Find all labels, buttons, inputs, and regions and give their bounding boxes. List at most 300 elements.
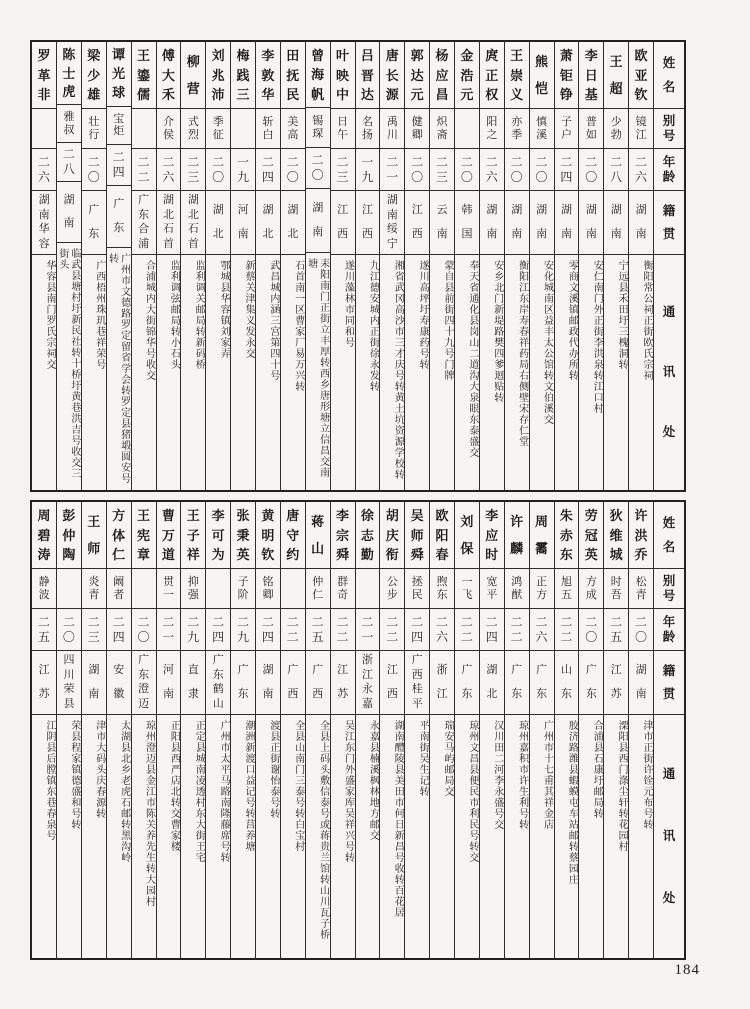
char: 朱 (559, 507, 573, 523)
name-cell (132, 502, 156, 569)
char: 道 (161, 547, 175, 563)
char: 南 (386, 208, 398, 221)
char: 正 (536, 575, 548, 588)
name-cell (231, 502, 255, 569)
char: 仲 (312, 575, 324, 588)
char: 二 (361, 614, 374, 629)
char: 铮 (559, 87, 573, 103)
char: 南 (486, 228, 498, 241)
char: 南 (585, 228, 597, 241)
char: 应 (485, 527, 499, 543)
person-column (305, 502, 330, 958)
char: 李 (211, 507, 225, 523)
char: 日 (337, 115, 349, 128)
char: 敦 (261, 67, 275, 83)
person-column (131, 42, 156, 490)
char: 仁 (112, 547, 126, 563)
name-cell (157, 502, 181, 569)
char: 湖 (38, 193, 50, 206)
header-origin-label (654, 191, 684, 255)
char: 体 (112, 527, 126, 543)
char: 二 (187, 614, 200, 629)
name-cell (405, 502, 429, 569)
char: 二 (635, 614, 648, 629)
char: 桂 (411, 683, 423, 696)
char: 南 (436, 228, 448, 241)
char: 湖 (486, 203, 498, 216)
origin-cell (430, 191, 454, 255)
char: 安 (113, 663, 125, 676)
char: 恺 (535, 80, 549, 96)
char: 时 (485, 547, 499, 563)
char: 卿 (411, 128, 423, 141)
name-cell (455, 502, 479, 569)
char: 华 (261, 87, 275, 103)
char: 首 (187, 238, 199, 251)
name-cell (157, 42, 181, 109)
char: 川 (386, 128, 398, 141)
header-age-label (654, 149, 684, 191)
char: 钦 (261, 547, 275, 563)
address-cell: 安乡北门新堤路樊四爹迴贴转 (491, 260, 503, 403)
char: 亚 (634, 67, 648, 83)
address-cell: 宁远县禾田圩三槐洞转 (616, 260, 628, 370)
char: 李 (584, 47, 598, 63)
header-origin-label (654, 651, 684, 715)
char: 湖 (635, 663, 647, 676)
char: 基 (584, 87, 598, 103)
char: 秉 (236, 527, 250, 543)
origin-cell (629, 191, 653, 255)
age-cell (405, 609, 429, 651)
name-cell (181, 502, 205, 569)
char: 美 (287, 115, 299, 128)
char: 王 (137, 47, 151, 63)
char: 广 (138, 653, 150, 666)
char: 民 (286, 87, 300, 103)
char: 苏 (610, 688, 622, 701)
char: 鸿 (511, 575, 523, 588)
alias-cell (281, 569, 305, 609)
char: 南 (63, 217, 75, 230)
char: 西 (361, 228, 373, 241)
header-address-label (654, 715, 684, 958)
address-cell: 全县上码头敷信泰号或蒋贵兰馆转山川瓦子桥 (317, 720, 329, 940)
char: 江 (337, 203, 349, 216)
origin-cell (380, 651, 404, 715)
char: 浩 (460, 67, 474, 83)
name-cell (604, 42, 628, 109)
age-cell (380, 609, 404, 651)
char: 禹 (386, 115, 398, 128)
char: 四 (560, 169, 573, 184)
char: 二 (112, 614, 125, 629)
age-cell (356, 609, 380, 651)
char: 广 (138, 193, 150, 206)
char: 欧 (634, 47, 648, 63)
char: 容 (38, 238, 50, 251)
char: 元 (460, 87, 474, 103)
age-cell (306, 609, 330, 651)
char: 季 (511, 128, 523, 141)
char: 源 (385, 87, 399, 103)
char: 〇 (510, 169, 523, 184)
address-cell: 津市大码头庆春源转 (93, 720, 105, 819)
address-cell: 蒙自县前街四十九号门牌 (442, 260, 453, 381)
char: 一 (162, 588, 174, 601)
char: 周 (37, 507, 51, 523)
char: 一 (162, 629, 175, 644)
address-cell: 华容县南门罗氏宗祠交 (44, 260, 55, 370)
char: 韩 (461, 203, 473, 216)
char: 二 (610, 154, 623, 169)
char: 平 (486, 588, 498, 601)
alias-cell (206, 109, 230, 149)
char: 北 (287, 228, 299, 241)
char: 民 (411, 588, 423, 601)
char: 明 (261, 527, 275, 543)
char: 宗 (336, 527, 350, 543)
alias-cell (157, 569, 181, 609)
char: 龄 (662, 169, 676, 184)
char: 六 (485, 169, 498, 184)
char: 东 (88, 228, 100, 241)
char: 一 (237, 154, 250, 169)
person-column (81, 42, 106, 490)
alias-cell (57, 569, 81, 609)
age-cell (604, 149, 628, 191)
char: 炎 (88, 575, 100, 588)
char: 西 (312, 688, 324, 701)
char: 少 (610, 115, 622, 128)
person-column (205, 42, 230, 490)
address-cell: 监利调弦邮局转小石头 (168, 260, 180, 370)
char: 一 (461, 575, 473, 588)
name-cell (57, 42, 81, 105)
char: 苏 (38, 688, 50, 701)
name-cell (530, 502, 554, 569)
name-cell (555, 502, 579, 569)
char: 田 (286, 47, 300, 63)
char: 广 (113, 197, 125, 210)
name-cell (331, 42, 355, 109)
char: 〇 (585, 169, 598, 184)
address-cell: 石首南一区曹家厂易万兴转 (292, 260, 304, 392)
char: 广 (461, 663, 473, 676)
char: 张 (236, 507, 250, 523)
char: 侯 (162, 128, 174, 141)
char: 湖 (610, 203, 622, 216)
char: 陈 (62, 46, 76, 62)
char: 二 (485, 154, 498, 169)
char: 一 (386, 169, 399, 184)
alias-cell (181, 109, 205, 149)
char: 海 (311, 67, 325, 83)
char: 傅 (161, 47, 175, 63)
origin-cell (331, 651, 355, 715)
char: 贯 (662, 226, 676, 241)
person-column (230, 502, 255, 958)
header-age-label (654, 609, 684, 651)
person-column (529, 42, 554, 490)
char: 步 (386, 588, 398, 601)
name-cell (32, 42, 56, 109)
char: 江 (361, 668, 373, 681)
name-cell (480, 502, 504, 569)
name-cell (281, 42, 305, 109)
char: 西 (386, 688, 398, 701)
origin-cell (604, 191, 628, 255)
origin-cell (356, 191, 380, 255)
char: 三 (187, 169, 200, 184)
address-cell: 监利调关邮局转新码桥 (193, 260, 205, 370)
name-cell (107, 502, 131, 569)
char: 方 (112, 507, 126, 523)
age-cell (181, 609, 205, 651)
age-cell (555, 609, 579, 651)
age-cell (107, 609, 131, 651)
char: 雅 (63, 110, 75, 123)
age-cell (455, 609, 479, 651)
char: 广 (312, 663, 324, 676)
age-cell (505, 609, 529, 651)
age-cell (132, 149, 156, 191)
char: 唐 (286, 507, 300, 523)
char: 二 (585, 614, 598, 629)
char: 梁 (87, 47, 101, 63)
person-column (180, 42, 205, 490)
char: 二 (460, 154, 473, 169)
address-cell: 零商文溪镇邮政代办所转 (566, 260, 578, 381)
char: 斩 (262, 115, 274, 128)
char: 南 (38, 208, 50, 221)
address-cell: 奉天省通化县岗山二道沟大泉眼东泰盛交 (466, 260, 478, 458)
char: 阚 (113, 575, 125, 588)
char: 钜 (559, 67, 573, 83)
alias-cell (206, 569, 230, 609)
char: 曾 (311, 47, 325, 63)
char: 猷 (511, 588, 523, 601)
person-column (404, 42, 429, 490)
address-cell: 琼州文昌县便民市利民号转交 (466, 720, 478, 863)
name-cell (629, 42, 653, 109)
char: 东 (212, 668, 224, 681)
alias-cell (157, 109, 181, 149)
char: 徽 (113, 688, 125, 701)
char: 沛 (211, 87, 225, 103)
char: 二 (336, 154, 349, 169)
address-cell: 新蔡关津集义发永交 (243, 260, 254, 359)
char: 儒 (137, 87, 151, 103)
char: 二 (411, 614, 424, 629)
address-cell: 永嘉县楠溪枫林地方邮交 (367, 720, 379, 841)
char: 〇 (87, 169, 100, 184)
name-cell (380, 502, 404, 569)
char: 强 (187, 588, 199, 601)
char: 湖 (262, 663, 274, 676)
alias-cell (132, 109, 156, 149)
char: 广 (287, 663, 299, 676)
directory-table-bottom (30, 500, 686, 960)
alias-cell (331, 109, 355, 149)
char: 二 (510, 154, 523, 169)
char: 霱 (535, 540, 549, 556)
char: 阶 (237, 588, 249, 601)
char: 东 (237, 688, 249, 701)
char: 一 (361, 629, 374, 644)
char: 拯 (411, 575, 423, 588)
char: 二 (87, 154, 100, 169)
char: 高 (287, 128, 299, 141)
header-name-label (654, 42, 684, 109)
person-column (578, 42, 603, 490)
char: 舜 (336, 547, 350, 563)
char: 江 (38, 663, 50, 676)
char: 斋 (436, 128, 448, 141)
char: 士 (62, 65, 76, 81)
char: 浙 (361, 653, 373, 666)
alias-cell (256, 569, 280, 609)
char: 周 (535, 514, 549, 530)
char: 普 (585, 115, 597, 128)
char: 王 (510, 47, 524, 63)
address-cell: 琼州嘉积市许生利号转 (516, 720, 528, 830)
char: 别 (662, 574, 676, 588)
alias-cell (604, 569, 628, 609)
char: 二 (137, 614, 150, 629)
alias-cell (530, 569, 554, 609)
char: 二 (386, 614, 399, 629)
char: 二 (610, 614, 623, 629)
age-cell (331, 149, 355, 191)
char: 师 (87, 540, 101, 556)
alias-cell (629, 569, 653, 609)
char: 湖 (486, 663, 498, 676)
char: 吾 (610, 588, 622, 601)
char: 八 (62, 162, 75, 177)
alias-cell (107, 107, 131, 146)
age-cell (132, 609, 156, 651)
char: 北 (486, 688, 498, 701)
origin-cell (480, 191, 504, 255)
name-cell (181, 42, 205, 109)
char: 〇 (535, 169, 548, 184)
char: 健 (411, 115, 423, 128)
name-cell (505, 502, 529, 569)
person-column (56, 42, 81, 490)
name-cell (604, 502, 628, 569)
char: 为 (211, 547, 225, 563)
char: 方 (536, 588, 548, 601)
person-column (156, 502, 181, 958)
age-cell (32, 149, 56, 191)
person-column (504, 42, 529, 490)
address-cell: 九江德安城内正街徐永发转 (367, 260, 379, 392)
char: 三 (436, 169, 449, 184)
name-cell (231, 42, 255, 109)
char: 抑 (187, 575, 199, 588)
alias-cell (430, 569, 454, 609)
char: 〇 (635, 629, 648, 644)
char: 如 (585, 128, 597, 141)
char: 青 (88, 588, 100, 601)
name-cell (132, 42, 156, 109)
alias-cell (505, 569, 529, 609)
char: 二 (212, 154, 225, 169)
char: 长 (385, 67, 399, 83)
char: 籍 (662, 664, 676, 678)
alias-cell (306, 569, 330, 609)
char: 保 (460, 540, 474, 556)
char: 石 (187, 223, 199, 236)
age-cell (331, 609, 355, 651)
origin-cell (405, 651, 429, 715)
alias-cell (107, 569, 131, 609)
age-cell (32, 609, 56, 651)
alias-cell (629, 109, 653, 149)
person-column (379, 42, 404, 490)
char: 公 (386, 575, 398, 588)
char: 梅 (236, 47, 250, 63)
age-cell (256, 149, 280, 191)
person-column (330, 42, 355, 490)
char: 国 (461, 228, 473, 241)
char: 二 (137, 154, 150, 169)
address-cell: 江阴县后膛镇东巷春泉号 (44, 720, 55, 841)
char: 陶 (62, 547, 76, 563)
name-cell (555, 42, 579, 109)
char: 三 (87, 629, 100, 644)
age-cell (480, 149, 504, 191)
alias-cell (356, 109, 380, 149)
char: 二 (336, 614, 349, 629)
char: 二 (212, 614, 225, 629)
char: 麟 (510, 540, 524, 556)
char: 四 (261, 169, 274, 184)
person-column (429, 42, 454, 490)
char: 勤 (360, 547, 374, 563)
char: 城 (609, 547, 623, 563)
char: 五 (311, 629, 324, 644)
name-cell (579, 42, 603, 109)
char: 九 (361, 169, 374, 184)
age-cell (356, 149, 380, 191)
alias-cell (480, 109, 504, 149)
char: 南 (635, 688, 647, 701)
char: 五 (610, 629, 623, 644)
char: 禾 (161, 87, 175, 103)
char: 二 (137, 169, 150, 184)
char: 宝 (113, 112, 125, 125)
name-cell (256, 502, 280, 569)
origin-cell (231, 191, 255, 255)
origin-cell (380, 191, 404, 255)
char: 刘 (460, 514, 474, 530)
char: 籍 (662, 204, 676, 218)
header-alias-label (654, 109, 684, 149)
char: 号 (662, 128, 676, 143)
char: 二 (386, 154, 399, 169)
char: 贯 (662, 686, 676, 701)
char: 贯 (162, 575, 174, 588)
name-cell (82, 502, 106, 569)
char: 炽 (436, 115, 448, 128)
alias-cell (480, 569, 504, 609)
char: 合 (138, 223, 150, 236)
person-column (180, 502, 205, 958)
age-cell (206, 609, 230, 651)
char: 华 (38, 223, 50, 236)
